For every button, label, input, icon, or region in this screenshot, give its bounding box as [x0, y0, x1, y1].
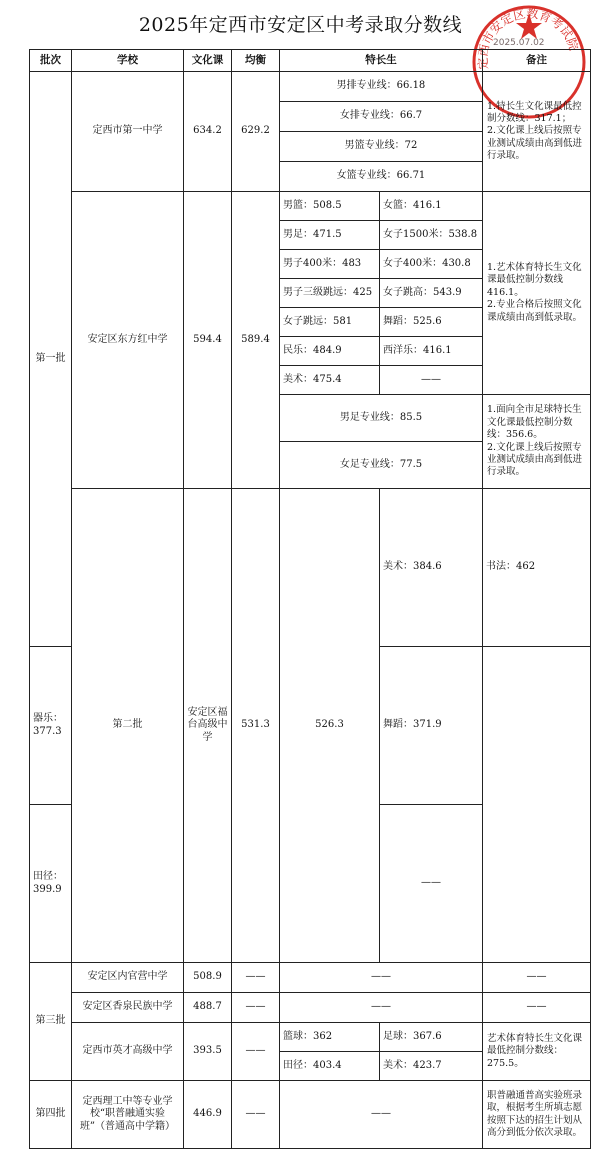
special-item: 足球：367.6	[380, 1023, 483, 1052]
culture-score: 393.5	[184, 1023, 232, 1081]
note: 1.艺术体育特长生文化课最低控制分数线416.1。 2.专业合格后按照文化课成绩由高到低录取。	[483, 192, 591, 395]
culture-score: 488.7	[184, 993, 232, 1023]
avg-score: ——	[232, 1081, 280, 1149]
special-item: 女子1500米：538.8	[380, 221, 483, 250]
culture-score: 508.9	[184, 963, 232, 993]
special-line: 男篮专业线：72	[280, 132, 483, 162]
special-item: 器乐：377.3	[30, 647, 72, 805]
special-item: 书法：462	[483, 489, 591, 647]
special-item: 田径：399.9	[30, 805, 72, 963]
note: 1.面向全市足球特长生文化课最低控制分数线：356.6。 2.文化课上线后按照专业测试成绩由高到低进行录取。	[483, 395, 591, 489]
school-name: 安定区内官营中学	[72, 963, 184, 993]
special-line: 男排专业线：66.18	[280, 72, 483, 102]
avg-score: 629.2	[232, 72, 280, 192]
note: 艺术体育特长生文化课最低控制分数线：275.5。	[483, 1023, 591, 1081]
special-item: 民乐：484.9	[280, 337, 380, 366]
batch-4-label: 第四批	[30, 1081, 72, 1149]
header-culture: 文化课	[184, 50, 232, 72]
special-item: 篮球：362	[280, 1023, 380, 1052]
school-name: 安定区东方红中学	[72, 192, 184, 489]
special-item: 美术：475.4	[280, 366, 380, 395]
avg-score: ——	[232, 963, 280, 993]
school-name: 定西市英才高级中学	[72, 1023, 184, 1081]
special-empty: ——	[280, 993, 483, 1023]
special-item: 男子三级跳远：425	[280, 279, 380, 308]
avg-score: ——	[232, 993, 280, 1023]
special-item: 舞蹈：371.9	[380, 647, 483, 805]
school-name: 定西市第一中学	[72, 72, 184, 192]
header-school: 学校	[72, 50, 184, 72]
header-row	[30, 50, 591, 72]
svg-text:定西市安定区教育考试院: 定西市安定区教育考试院	[475, 6, 581, 70]
note: 职普融通普高实验班录取，根据考生所填志愿按照下达的招生计划从高分到低分依次录取。	[483, 1081, 591, 1149]
note: 1.特长生文化课最低控制分数线：317.1； 2.文化课上线后按照专业测试成绩由高到低进行录取。	[483, 72, 591, 192]
special-item: 男篮：508.5	[280, 192, 380, 221]
special-item: ——	[380, 805, 483, 963]
school-name: 安定区香泉民族中学	[72, 993, 184, 1023]
school-name: 定西理工中等专业学校“职普融通实验班”（普通高中学籍）	[72, 1081, 184, 1149]
special-item: 西洋乐：416.1	[380, 337, 483, 366]
special-line: 女排专业线：66.7	[280, 102, 483, 132]
special-item: 男足：471.5	[280, 221, 380, 250]
special-item: 美术：384.6	[380, 489, 483, 647]
culture-score: 634.2	[184, 72, 232, 192]
batch-3-label: 第三批	[30, 963, 72, 1081]
special-item: ——	[380, 366, 483, 395]
special-item: 女篮：416.1	[380, 192, 483, 221]
batch-2-label: 第二批	[72, 489, 184, 963]
special-item: 田径：403.4	[280, 1052, 380, 1081]
note: ——	[483, 993, 591, 1023]
school-name: 安定区福台高级中学	[184, 489, 232, 963]
culture-score: 594.4	[184, 192, 232, 489]
culture-score: 446.9	[184, 1081, 232, 1149]
culture-score: 531.3	[232, 489, 280, 963]
special-item: 美术：423.7	[380, 1052, 483, 1081]
avg-score: 526.3	[280, 489, 380, 963]
special-line: 男足专业线：85.5	[280, 395, 483, 442]
header-batch: 批次	[30, 50, 72, 72]
special-item: 女子跳高：543.9	[380, 279, 483, 308]
avg-score: 589.4	[232, 192, 280, 489]
header-avg: 均衡	[232, 50, 280, 72]
special-line: 女篮专业线：66.71	[280, 162, 483, 192]
special-item: 舞蹈：525.6	[380, 308, 483, 337]
seal-date: 2025.07.02	[493, 38, 545, 48]
page-title: 2025年定西市安定区中考录取分数线	[138, 14, 463, 36]
special-item: 女子跳远：581	[280, 308, 380, 337]
header-note: 备注	[483, 50, 591, 72]
special-empty: ——	[280, 963, 483, 993]
special-line: 女足专业线：77.5	[280, 442, 483, 489]
special-empty: ——	[280, 1081, 483, 1149]
note: ——	[483, 963, 591, 993]
batch-1-label: 第一批	[30, 72, 72, 647]
header-special: 特长生	[280, 50, 483, 72]
avg-score: ——	[232, 1023, 280, 1081]
special-item: 男子400米：483	[280, 250, 380, 279]
special-item: 女子400米：430.8	[380, 250, 483, 279]
score-table	[29, 49, 591, 1149]
